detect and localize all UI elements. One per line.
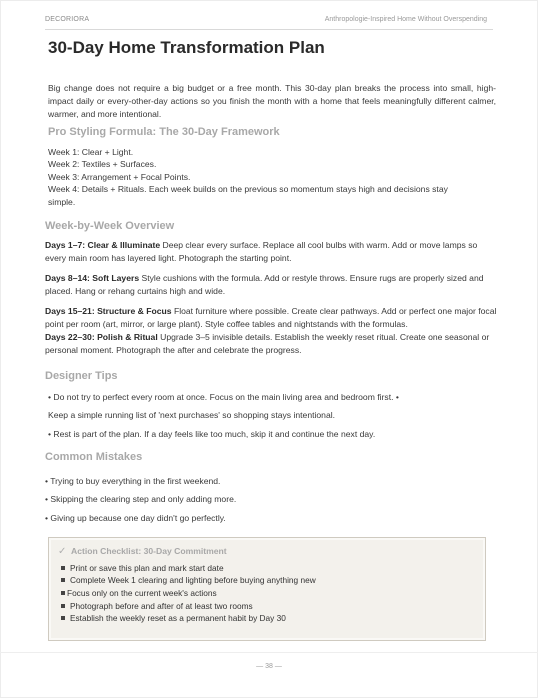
framework-line: simple.	[48, 196, 76, 207]
square-bullet-icon	[61, 604, 65, 608]
framework-line: Week 2: Textiles + Surfaces.	[48, 159, 157, 170]
mistakes-heading: Common Mistakes	[45, 451, 143, 463]
phase-paragraph	[45, 331, 500, 357]
mistake-item: • Skipping the clearing step and only adding more.	[45, 494, 237, 504]
phase-label: Days 15–21: Structure & Focus	[45, 306, 172, 316]
overview-heading: Week-by-Week Overview	[45, 220, 175, 232]
checklist-item	[61, 563, 224, 573]
phase-label: Days 8–14: Soft Layers	[45, 273, 140, 283]
phase-paragraph	[45, 272, 500, 298]
intro-paragraph: Big change does not require a big budget or a free month. This 30-day plan breaks the process into small, high-impact daily or every-other-day actions so you finish the month with a home that feels meaningfully different calmer, warmer, and more intentional.	[48, 83, 496, 119]
framework-line: Week 1: Clear + Light.	[48, 147, 134, 157]
phase-text: Upgrade 3–5 invisible details. Establish the weekly reset ritual. Create one seasonal or personal moment. Photograph the after and celebrate the progress.	[45, 332, 490, 355]
checklist-item-label: Complete Week 1 clearing and lighting before buying anything new	[70, 575, 316, 585]
phase-label: Days 22–30: Polish & Ritual	[45, 332, 158, 342]
square-bullet-icon	[61, 578, 65, 582]
phase-paragraph	[45, 239, 500, 265]
framework-heading: Pro Styling Formula: The 30-Day Framework	[48, 126, 280, 138]
framework-line: Week 3: Arrangement + Focal Points.	[48, 171, 191, 182]
mistake-item: • Giving up because one day didn't go perfectly.	[45, 513, 226, 523]
action-checklist	[48, 537, 486, 641]
checklist-item-label: Photograph before and after of at least two rooms	[70, 601, 253, 611]
page-title: 30-Day Home Transformation Plan	[48, 38, 325, 57]
tip-line: • Rest is part of the plan. If a day feels like too much, skip it and continue the next day.	[48, 429, 376, 439]
square-bullet-icon	[61, 591, 65, 595]
page-number: — 38 —	[256, 663, 282, 670]
checklist-title: Action Checklist: 30-Day Commitment	[71, 546, 227, 556]
phase-text: Float furniture where possible. Create clear pathways. Add or perfect one major focal point per room (art, mirror, or large plant). Style coffee tables and nightstands with the formulas.	[45, 306, 497, 329]
checklist-item-label: Establish the weekly reset as a permanent habit by Day 30	[70, 613, 286, 623]
checklist-item	[61, 575, 316, 585]
checklist-item-label: Print or save this plan and mark start date	[70, 563, 224, 573]
framework-list	[48, 146, 488, 208]
square-bullet-icon	[61, 566, 65, 570]
running-title: Anthropologie-Inspired Home Without Overspending	[324, 16, 487, 23]
square-bullet-icon	[61, 616, 65, 620]
checklist-item	[61, 601, 253, 611]
brand-name: DECORIORA	[45, 16, 90, 23]
framework-line: Week 4: Details + Rituals. Each week builds on the previous so momentum stays high and decisions stay	[48, 184, 448, 195]
phase-text: Deep clear every surface. Replace all cool bulbs with warm. Add or move lamps so every main room has layered light. Photograph the starting point.	[45, 240, 478, 263]
tips-heading: Designer Tips	[45, 370, 118, 382]
phase-paragraph	[45, 305, 500, 331]
running-header	[45, 15, 493, 30]
phase-label: Days 1–7: Clear & Illuminate	[45, 240, 161, 250]
checklist-item	[61, 613, 286, 623]
phase-text: Style cushions with the formula. Add or restyle throws. Ensure rugs are properly sized and placed. Hang or rehang curtains high and wide.	[45, 273, 484, 296]
tip-line: Keep a simple running list of 'next purchases' so shopping stays intentional.	[48, 410, 336, 420]
tip-line: • Do not try to perfect every room at once. Focus on the main living area and bedroom first. •	[48, 392, 399, 402]
checkmark-icon: ✓	[58, 546, 67, 557]
mistake-item: • Trying to buy everything in the first weekend.	[45, 476, 221, 486]
checklist-item	[61, 588, 217, 598]
footer-rule	[0, 652, 538, 653]
checklist-item-label: Focus only on the current week's actions	[67, 588, 217, 598]
